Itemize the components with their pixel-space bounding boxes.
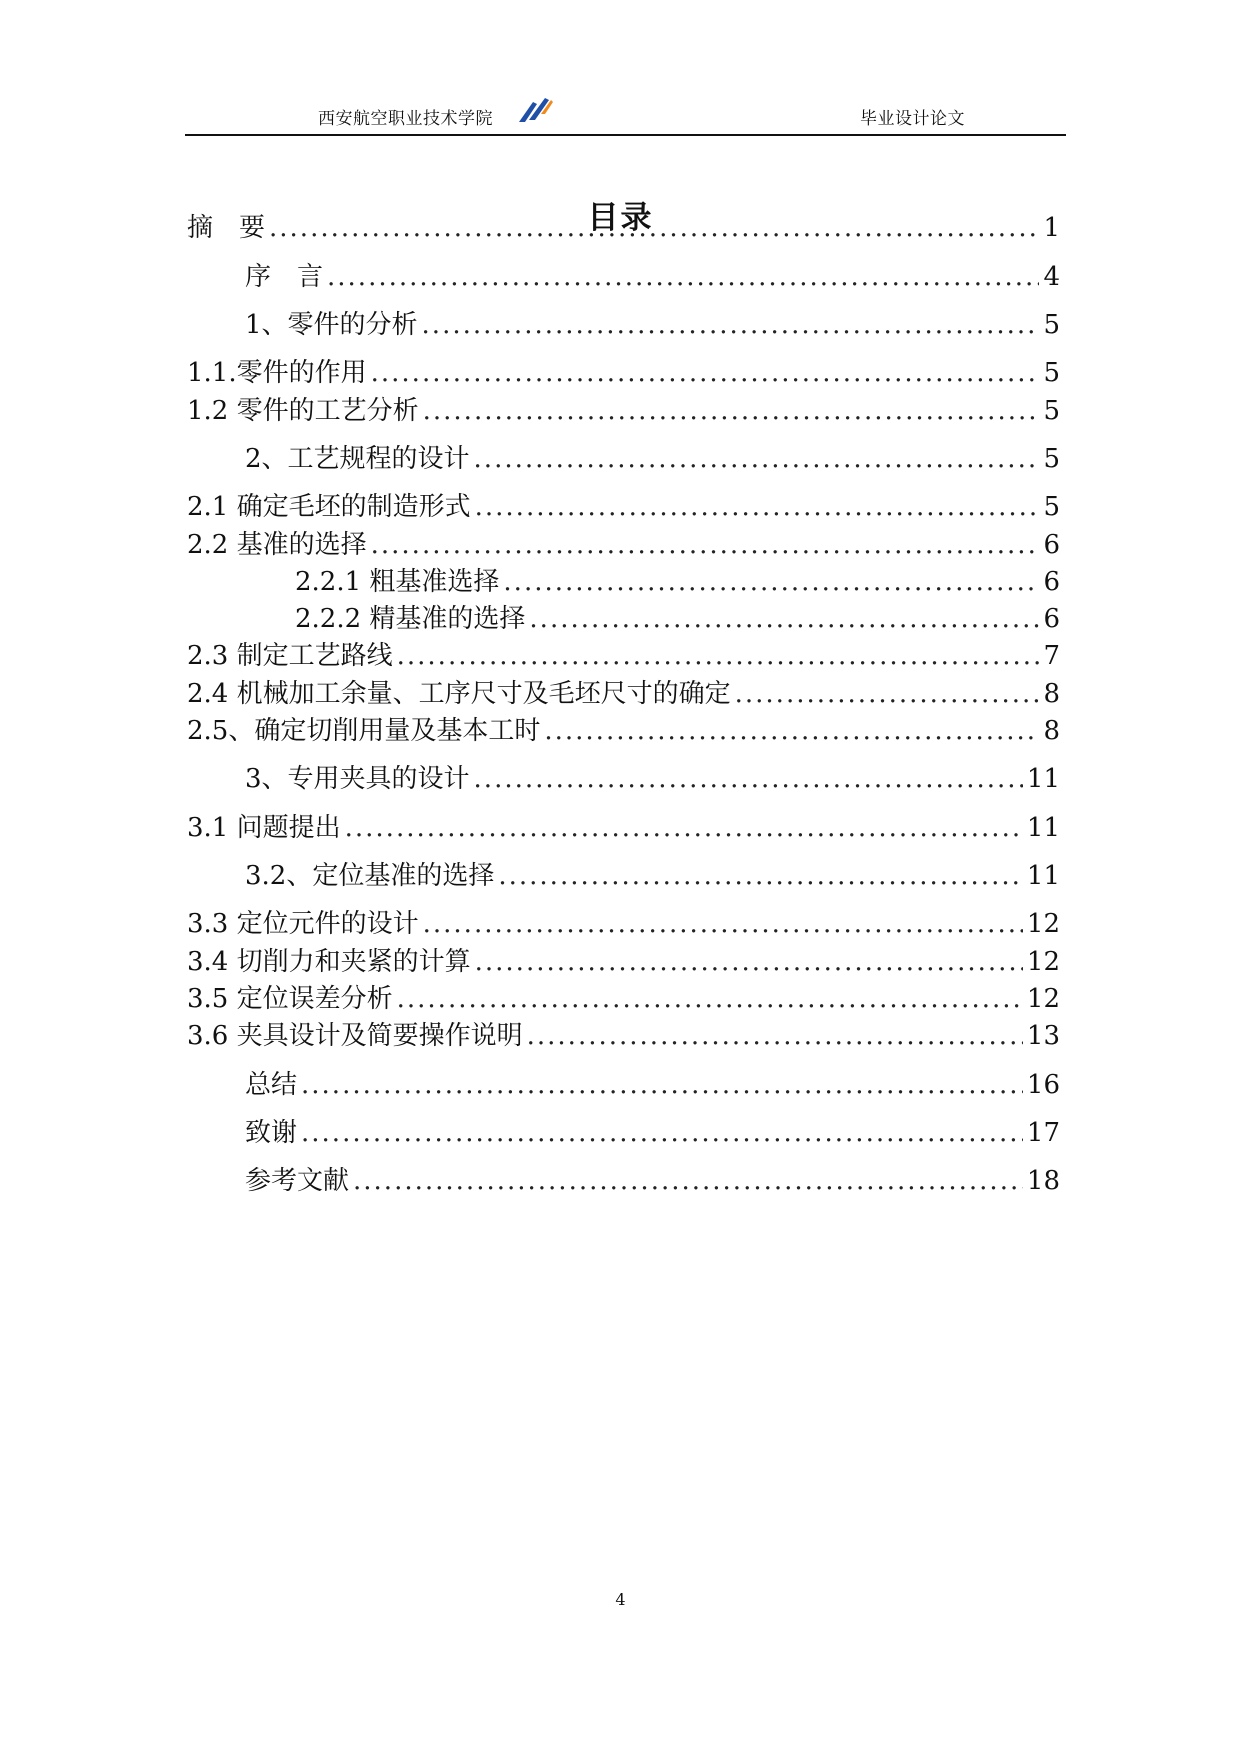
toc-entry-label: 3、专用夹具的设计 [245, 764, 470, 794]
toc-entry-page: 5 [1043, 492, 1060, 522]
toc-entry-page: 6 [1043, 530, 1060, 560]
toc-entry[interactable] [187, 640, 1060, 672]
toc-entry-label: 2.5、确定切削用量及基本工时 [187, 716, 541, 746]
toc-leader [474, 763, 1023, 795]
toc-entry-label: 摘 要 [187, 213, 266, 243]
toc-entry-page: 11 [1026, 861, 1060, 891]
toc-leader [371, 529, 1040, 561]
toc-leader [423, 908, 1023, 940]
toc-entry-page: 8 [1043, 679, 1060, 709]
toc-entry-page: 1 [1043, 213, 1060, 243]
toc-entry-page: 5 [1043, 444, 1060, 474]
toc-entry-page: 4 [1043, 262, 1060, 292]
toc-entry-label: 2.1 确定毛坯的制造形式 [187, 492, 471, 522]
toc-entry-page: 8 [1043, 716, 1060, 746]
toc-entry[interactable] [245, 309, 1060, 341]
toc-leader [371, 357, 1040, 389]
toc-entry[interactable] [187, 715, 1060, 747]
toc-entry[interactable] [187, 357, 1060, 389]
toc-leader [474, 443, 1040, 475]
toc-entry-label: 3.6 夹具设计及简要操作说明 [187, 1021, 523, 1051]
toc-leader [301, 1117, 1023, 1149]
toc-entry[interactable] [187, 1020, 1060, 1052]
toc-leader [735, 678, 1040, 710]
toc-leader [423, 395, 1040, 427]
school-name: 西安航空职业技术学院 [318, 109, 493, 129]
toc-entry-label: 3.3 定位元件的设计 [187, 909, 419, 939]
toc-entry[interactable] [245, 1069, 1060, 1101]
toc-entry-label: 3.1 问题提出 [187, 813, 341, 843]
toc-entry-page: 7 [1043, 641, 1060, 671]
toc-leader [529, 603, 1039, 635]
toc-leader [353, 1165, 1023, 1197]
toc-leader [397, 640, 1040, 672]
toc-leader [498, 860, 1023, 892]
toc-entry-label: 1.1.零件的作用 [187, 358, 367, 388]
toc-entry-page: 16 [1026, 1070, 1060, 1100]
toc-entry[interactable] [245, 1117, 1060, 1149]
toc-entry[interactable] [245, 443, 1060, 475]
document-type: 毕业设计论文 [860, 109, 965, 129]
toc-leader [475, 946, 1023, 978]
toc-entry-label: 总结 [245, 1070, 298, 1100]
toc-leader [503, 566, 1039, 598]
toc-entry-label: 2.3 制定工艺路线 [187, 641, 393, 671]
toc-entry[interactable] [187, 946, 1060, 978]
toc-entry[interactable] [187, 908, 1060, 940]
toc-entry-page: 13 [1026, 1021, 1060, 1051]
toc-entry-page: 5 [1043, 396, 1060, 426]
toc-entry-page: 12 [1026, 909, 1060, 939]
toc-entry-label: 1、零件的分析 [245, 310, 418, 340]
toc-entry-label: 2.2 基准的选择 [187, 530, 367, 560]
toc-entry-label: 3.2、定位基准的选择 [245, 861, 495, 891]
toc-entry[interactable] [245, 860, 1060, 892]
toc-entry[interactable] [245, 763, 1060, 795]
toc-entry-label: 1.2 零件的工艺分析 [187, 396, 419, 426]
toc-entry-page: 6 [1043, 604, 1060, 634]
toc-entry[interactable] [187, 678, 1060, 710]
toc-entry[interactable] [245, 1165, 1060, 1197]
toc-entry[interactable] [245, 261, 1060, 293]
toc-entry-label: 致谢 [245, 1118, 298, 1148]
toc-entry-label: 2.2.1 粗基准选择 [295, 567, 500, 597]
toc-entry-page: 11 [1026, 764, 1060, 794]
toc-entry-page: 6 [1043, 567, 1060, 597]
toc-entry[interactable] [187, 983, 1060, 1015]
toc-leader [475, 491, 1040, 523]
toc-entry-label: 序 言 [245, 262, 324, 292]
toc-entry[interactable] [295, 603, 1060, 635]
page-number: 4 [615, 1590, 626, 1609]
toc-entry-page: 5 [1043, 310, 1060, 340]
toc-leader [544, 715, 1039, 747]
toc-entry[interactable] [187, 395, 1060, 427]
toc-leader [269, 212, 1039, 244]
toc-entry[interactable] [295, 566, 1060, 598]
toc-entry-page: 12 [1026, 947, 1060, 977]
toc-entry-page: 17 [1026, 1118, 1060, 1148]
toc-entry-label: 3.4 切削力和夹紧的计算 [187, 947, 471, 977]
toc-entry[interactable] [187, 812, 1060, 844]
toc-leader [422, 309, 1040, 341]
toc-entry-label: 2.4 机械加工余量、工序尺寸及毛坯尺寸的确定 [187, 679, 731, 709]
toc-entry-page: 5 [1043, 358, 1060, 388]
toc-entry-label: 3.5 定位误差分析 [187, 984, 393, 1014]
toc-entry-page: 12 [1026, 984, 1060, 1014]
toc-entry-label: 参考文献 [245, 1166, 350, 1196]
toc-entry-page: 18 [1026, 1166, 1060, 1196]
toc-leader [397, 983, 1023, 1015]
toc-entry-page: 11 [1026, 813, 1060, 843]
toc-entry[interactable] [187, 529, 1060, 561]
toc-leader [327, 261, 1039, 293]
page-title: 目录 [587, 200, 654, 236]
toc-leader [345, 812, 1023, 844]
toc-entry[interactable] [187, 212, 1060, 244]
toc-leader [527, 1020, 1023, 1052]
toc-entry-label: 2.2.2 精基准的选择 [295, 604, 526, 634]
toc-leader [301, 1069, 1023, 1101]
toc-entry[interactable] [187, 491, 1060, 523]
toc-entry-label: 2、工艺规程的设计 [245, 444, 470, 474]
